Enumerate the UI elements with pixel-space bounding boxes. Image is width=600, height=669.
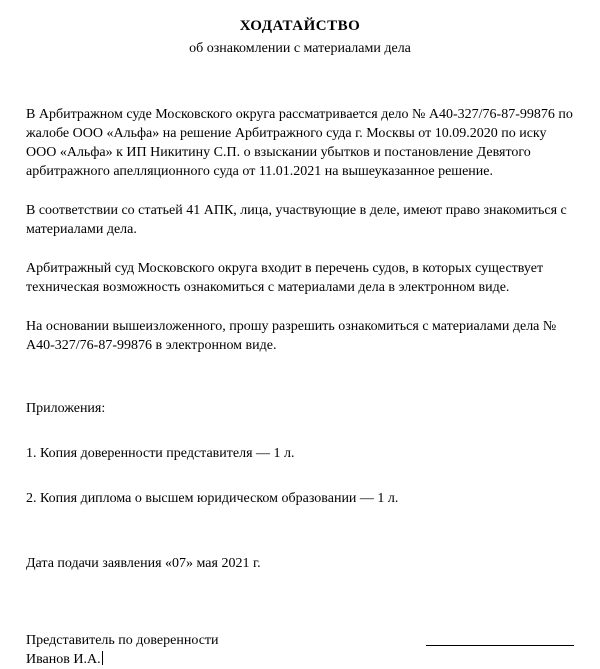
paragraph-4: На основании вышеизложенного, прошу разрешить ознакомиться с материалами дела № А40-327/76-87-99876 в электронном виде. — [26, 319, 557, 353]
paragraph-1: В Арбитражном суде Московского округа рассматривается дело № А40-327/76-87-99876 по жалобе ООО «Альфа» на решение Арбитражного суда г. Москвы от 10.09.2020 по иску ООО «Альфа» к ИП Никитину С.П. о взыскании убытков и постановление Девятого арбитражного апелляционного суда от 11.01.2021 на вышеуказанное решение. — [26, 107, 573, 179]
submission-date-line: Дата подачи заявления «07» мая 2021 г. — [26, 556, 261, 571]
paragraph-2: В соответствии со статьей 41 АПК, лица, участвующие в деле, имеют право знакомиться с материалами дела. — [26, 203, 567, 237]
signature-line — [426, 645, 574, 646]
attachments-heading: Приложения: — [26, 401, 106, 416]
signatory-name-row — [26, 650, 219, 669]
signatory-name: Иванов И.А. — [26, 652, 101, 667]
attachment-item-1: 1. Копия доверенности представителя — 1 л. — [26, 446, 295, 461]
signature-block — [26, 631, 574, 669]
text-cursor — [102, 651, 103, 665]
signatory-role: Представитель по доверенности — [26, 633, 219, 648]
paragraph-3: Арбитражный суд Московского округа входит в перечень судов, в которых существует техническая возможность ознакомиться с материалами дела в электронном виде. — [26, 261, 544, 295]
document-paragraphs — [26, 105, 574, 355]
attachment-item-2: 2. Копия диплома о высшем юридическом образовании — 1 л. — [26, 491, 399, 506]
signature-left — [26, 631, 219, 669]
document-title: ХОДАТАЙСТВО — [239, 18, 361, 34]
document-subtitle: об ознакомлении с материалами дела — [189, 41, 411, 56]
